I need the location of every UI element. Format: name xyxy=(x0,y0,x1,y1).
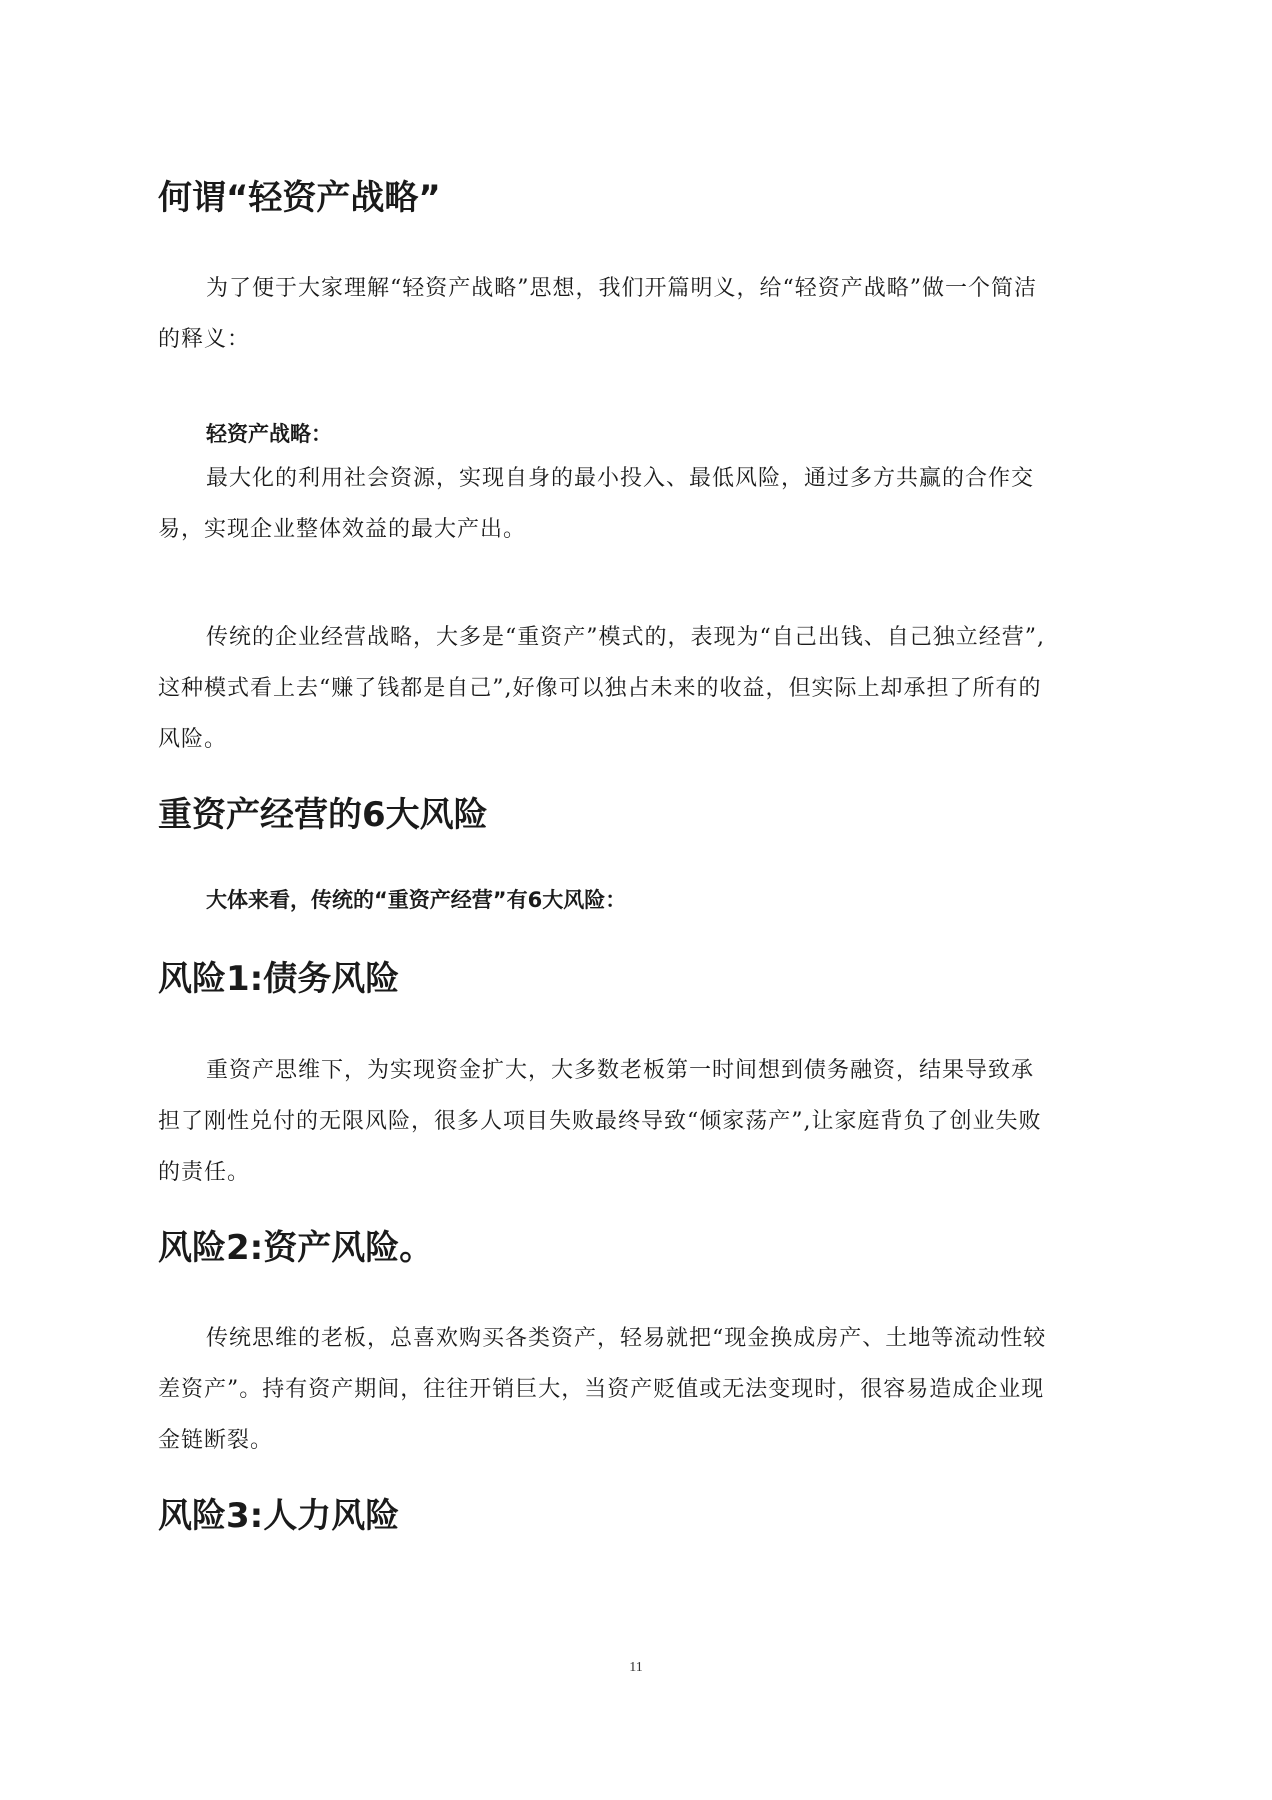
risk1-title: 风险1:债务风险 xyxy=(158,959,400,999)
risk2-paragraph: 传统思维的老板，总喜欢购买各类资产，轻易就把“现金换成房产、土地等流动性较差资产”。持有资产期间，往往开销巨大，当资产贬值或无法变现时，很容易造成企业现金链断裂。 xyxy=(158,1326,1047,1453)
risk1-paragraph: 重资产思维下，为实现资金扩大，大多数老板第一时间想到债务融资，结果导致承担了刚性兑付的无限风险，很多人项目失败最终导致“倾家荡产”,让家庭背负了创业失败的责任。 xyxy=(158,1058,1042,1185)
page-number: 11 xyxy=(629,1660,643,1675)
traditional-paragraph: 传统的企业经营战略，大多是“重资产”模式的，表现为“自己出钱、自己独立经营”,这种模式看上去“赚了钱都是自己”,好像可以独占未来的收益，但实际上却承担了所有的风险。 xyxy=(158,625,1045,752)
definition-label: 轻资产战略： xyxy=(206,422,332,446)
definition-paragraph: 最大化的利用社会资源，实现自身的最小投入、最低风险，通过多方共赢的合作交易，实现企业整体效益的最大产出。 xyxy=(158,466,1035,542)
intro-paragraph: 为了便于大家理解“轻资产战略”思想，我们开篇明义，给“轻资产战略”做一个简洁的释义： xyxy=(158,276,1037,352)
risks-summary: 大体来看，传统的“重资产经营”有6大风险： xyxy=(206,888,627,912)
risk3-title: 风险3:人力风险 xyxy=(158,1496,400,1536)
section-title-six-risks: 重资产经营的6大风险 xyxy=(158,795,488,835)
section-title-light-asset: 何谓“轻资产战略” xyxy=(158,178,441,218)
risk2-title: 风险2:资产风险。 xyxy=(158,1228,434,1268)
